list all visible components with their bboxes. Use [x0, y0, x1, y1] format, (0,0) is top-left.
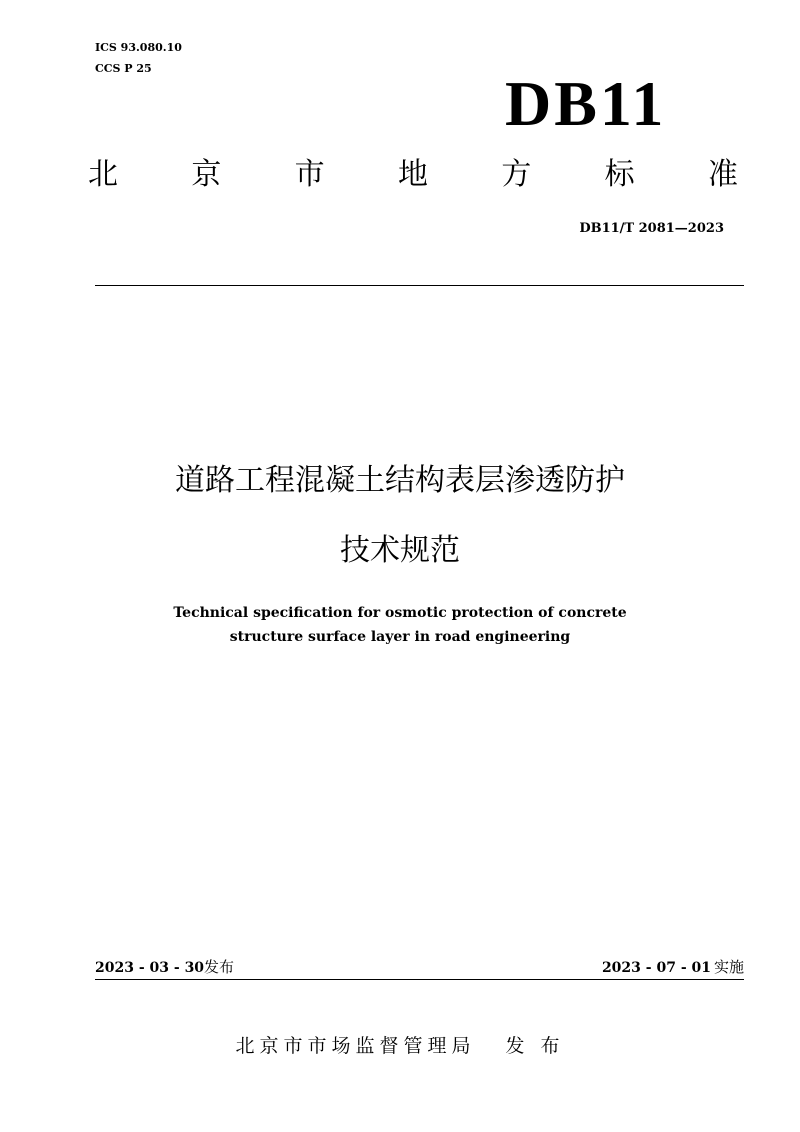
publisher-name: 北京市市场监督管理局	[235, 1035, 476, 1057]
standard-type-char: 北	[88, 157, 118, 192]
standard-type-char: 标	[604, 157, 635, 192]
publish-label: 发 布	[505, 1035, 565, 1057]
standard-type-char: 准	[707, 157, 738, 192]
db-brand: DB11	[505, 68, 667, 139]
top-divider	[95, 285, 744, 286]
standard-type	[88, 155, 738, 195]
standard-number: DB11/T 2081—2023	[579, 221, 724, 236]
issue-label: 发布	[204, 958, 235, 976]
title-en-line-2: structure surface layer in road engineering	[229, 629, 571, 645]
standard-type-char: 地	[397, 157, 428, 192]
standard-type-char: 市	[294, 157, 325, 192]
implement-label: 实施	[713, 958, 744, 976]
implement-date: 2023 - 07 - 01	[601, 960, 711, 976]
implement-date-line	[602, 957, 744, 978]
bottom-divider	[95, 979, 744, 980]
issue-date-line	[95, 957, 234, 978]
standard-type-char: 方	[501, 157, 532, 192]
title-en-line-1: Technical specification for osmotic protection of concrete	[173, 605, 627, 621]
ics-code: ICS 93.080.10	[95, 41, 182, 54]
standard-type-char: 京	[191, 157, 222, 192]
publisher-line	[0, 1033, 800, 1059]
title-cn-line-2: 技术规范	[340, 533, 460, 568]
issue-date: 2023 - 03 - 30	[95, 960, 205, 976]
title-cn-line-1: 道路工程混凝土结构表层渗透防护	[175, 463, 625, 498]
ccs-code: CCS P 25	[95, 62, 152, 75]
